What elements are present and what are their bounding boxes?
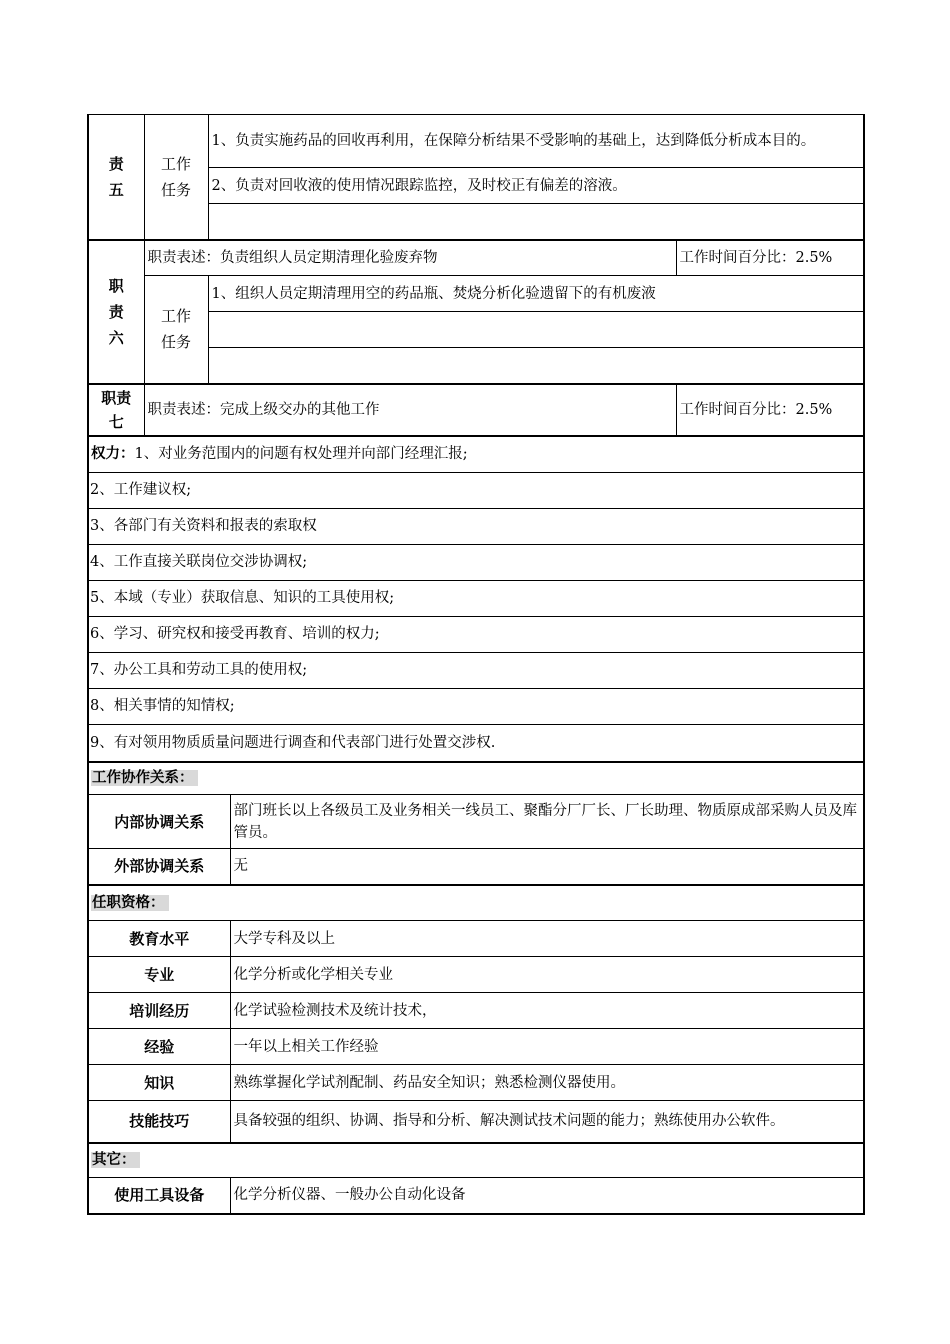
duty6-task-label-line2: 任务: [160, 333, 191, 352]
internal-cooperation-row: [88, 795, 864, 849]
authority-row-3: [88, 508, 864, 544]
authority-item-3: 3、各部门有关资料和报表的索取权: [88, 508, 864, 544]
duty5-label: [88, 115, 144, 240]
experience-value: 一年以上相关工作经验: [230, 1029, 864, 1065]
duty6-description-row: [88, 240, 864, 276]
duty5-task-label-line1: 工作: [160, 154, 191, 173]
skills-value: 具备较强的组织、协调、指导和分析、解决测试技术问题的能力；熟练使用办公软件。: [230, 1101, 864, 1143]
authority-item-5: 5、本域（专业）获取信息、知识的工具使用权;: [88, 580, 864, 616]
internal-cooperation-label: 内部协调关系: [88, 795, 230, 849]
cooperation-heading-cell: [88, 762, 864, 795]
duty6-label-line3: 六: [108, 328, 124, 347]
tools-label: 使用工具设备: [88, 1178, 230, 1214]
authority-item-7: 7、办公工具和劳动工具的使用权;: [88, 652, 864, 688]
duty5-task-row-1: [88, 115, 864, 168]
duty7-label: [88, 384, 144, 436]
duty7-row: [88, 384, 864, 436]
duty7-time-percent: 工作时间百分比：2.5%: [676, 384, 864, 436]
duty6-task-row-1: [88, 276, 864, 312]
duty5-label-line1: 责: [108, 154, 124, 173]
authority-item-1-cell: [88, 436, 864, 472]
duty6-task-3: [208, 348, 864, 384]
duty7-label-line1: 职责: [101, 388, 132, 407]
authority-item-8: 8、相关事情的知情权;: [88, 688, 864, 724]
authority-row-8: [88, 688, 864, 724]
authority-item-6: 6、学习、研究权和接受再教育、培训的权力;: [88, 616, 864, 652]
duty5-task-label-line2: 任务: [160, 180, 191, 199]
qualification-row-skills: [88, 1101, 864, 1143]
duty5-task-1: 1、负责实施药品的回收再利用，在保障分析结果不受影响的基础上，达到降低分析成本目的。: [208, 115, 864, 168]
training-label: 培训经历: [88, 993, 230, 1029]
qualification-row-major: [88, 957, 864, 993]
authority-row-1: [88, 436, 864, 472]
knowledge-label: 知识: [88, 1065, 230, 1101]
external-cooperation-row: [88, 849, 864, 885]
tools-value: 化学分析仪器、一般办公自动化设备: [230, 1178, 864, 1214]
cooperation-heading-row: [88, 762, 864, 795]
authority-row-5: [88, 580, 864, 616]
major-label: 专业: [88, 957, 230, 993]
tools-row: [88, 1178, 864, 1214]
authority-row-7: [88, 652, 864, 688]
qualification-row-experience: [88, 1029, 864, 1065]
job-description-sheet: [87, 114, 863, 1215]
duty7-description: 职责表述：完成上级交办的其他工作: [144, 384, 676, 436]
duty6-task-2: [208, 312, 864, 348]
education-value: 大学专科及以上: [230, 921, 864, 957]
external-cooperation-label: 外部协调关系: [88, 849, 230, 885]
experience-label: 经验: [88, 1029, 230, 1065]
authority-table: [87, 435, 865, 762]
cooperation-table: [87, 761, 865, 1215]
duty6-task-1: 1、组织人员定期清理用空的药品瓶、焚烧分析化验遗留下的有机废液: [208, 276, 864, 312]
authority-row-6: [88, 616, 864, 652]
qualification-heading-cell: [88, 885, 864, 921]
duty5-task-label: [144, 115, 208, 240]
duty5-label-line2: 五: [108, 180, 124, 199]
duty6-task-label-line1: 工作: [160, 307, 191, 326]
duty6-label: [88, 240, 144, 384]
duty6-task-label: [144, 276, 208, 384]
training-value: 化学试验检测技术及统计技术，: [230, 993, 864, 1029]
other-heading: 其它：: [91, 1152, 140, 1168]
qualification-row-education: [88, 921, 864, 957]
authority-item-2: 2、工作建议权;: [88, 472, 864, 508]
duty7-label-line2: 七: [108, 412, 124, 431]
knowledge-value: 熟练掌握化学试剂配制、药品安全知识；熟悉检测仪器使用。: [230, 1065, 864, 1101]
qualification-heading-row: [88, 885, 864, 921]
authority-row-9: [88, 724, 864, 761]
other-heading-cell: [88, 1143, 864, 1178]
external-cooperation-value: 无: [230, 849, 864, 885]
other-heading-row: [88, 1143, 864, 1178]
duty6-label-line1: 职: [108, 276, 124, 295]
duties-table: [87, 114, 865, 436]
authority-row-2: [88, 472, 864, 508]
duty6-label-line2: 责: [108, 302, 124, 321]
duty6-description: 职责表述：负责组织人员定期清理化验废弃物: [144, 240, 676, 276]
internal-cooperation-value: 部门班长以上各级员工及业务相关一线员工、聚酯分厂厂长、厂长助理、物质原成部采购人员及库管员。: [230, 795, 864, 849]
authority-item-9: 9、有对领用物质质量问题进行调查和代表部门进行处置交涉权.: [88, 724, 864, 761]
authority-item-4: 4、工作直接关联岗位交涉协调权;: [88, 544, 864, 580]
cooperation-heading: 工作协作关系：: [91, 770, 198, 786]
education-label: 教育水平: [88, 921, 230, 957]
qualification-row-knowledge: [88, 1065, 864, 1101]
qualification-row-training: [88, 993, 864, 1029]
major-value: 化学分析或化学相关专业: [230, 957, 864, 993]
duty5-task-3: [208, 204, 864, 240]
qualification-heading: 任职资格：: [91, 895, 169, 911]
authority-heading: 权力：: [91, 446, 135, 463]
duty5-task-2: 2、负责对回收液的使用情况跟踪监控，及时校正有偏差的溶液。: [208, 168, 864, 204]
authority-item-1: 1、对业务范围内的问题有权处理并向部门经理汇报;: [134, 446, 468, 463]
authority-row-4: [88, 544, 864, 580]
duty6-time-percent: 工作时间百分比：2.5%: [676, 240, 864, 276]
skills-label: 技能技巧: [88, 1101, 230, 1143]
